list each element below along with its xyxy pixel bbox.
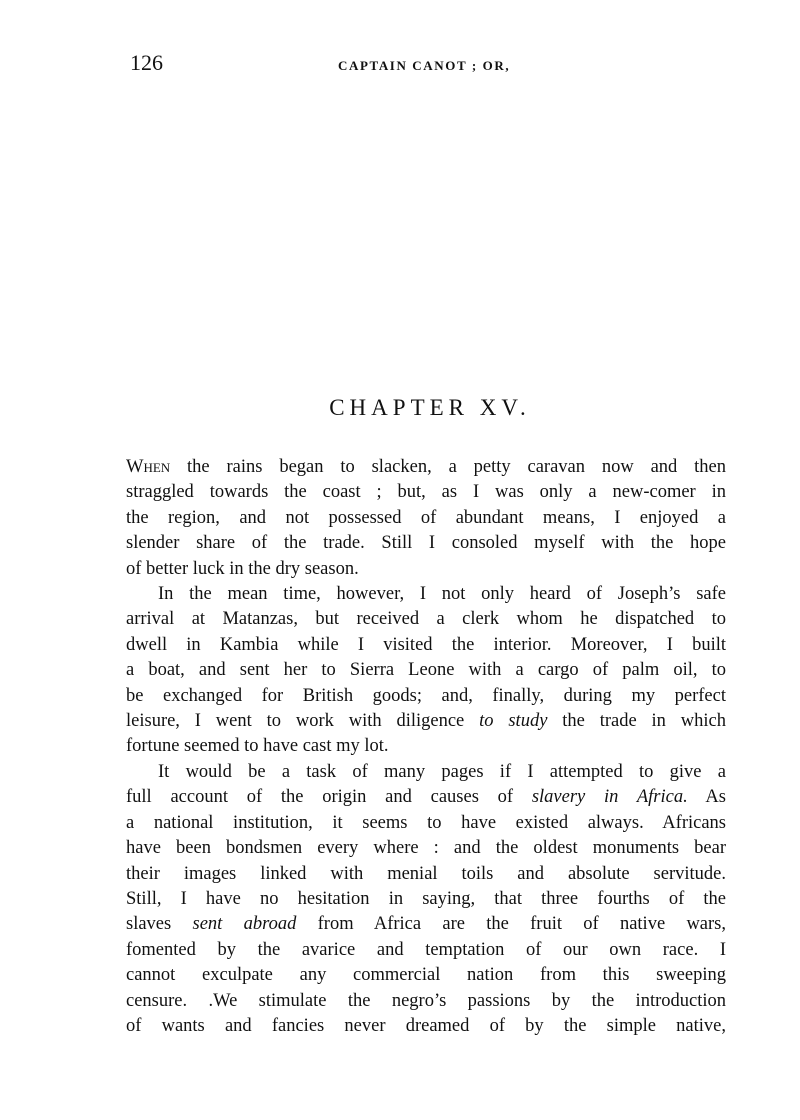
text-line [126,506,726,531]
text-segment: fomented by the avarice and temptation of our own race. I [126,939,726,960]
text-segment: a national institution, it seems to have existed always. Africans [126,812,726,833]
chapter-heading: CHAPTER XV. [329,395,531,420]
text-segment: censure. .We stimulate the negro’s passions by the introduction [126,990,726,1011]
running-title: CAPTAIN CANOT ; OR, [338,58,511,73]
text-line [126,912,726,937]
text-line [126,582,726,607]
text-segment: cannot exculpate any commercial nation from this sweeping [126,965,726,986]
text-line [126,836,726,861]
text-line [126,1014,726,1039]
text-segment: It would be a task of many pages if I attempted to give a [158,761,726,782]
text-segment: Still, I have no hesitation in saying, that three fourths of the [126,888,726,909]
text-segment: of wants and fancies never dreamed of by the simple native, [126,1015,726,1036]
text-line [126,760,726,785]
text-line [126,455,726,480]
text-line [126,531,726,556]
text-line [126,734,726,759]
text-line [126,811,726,836]
text-segment: slender share of the trade. Still I consoled myself with the hope [126,533,726,554]
text-segment: the region, and not possessed of abundant means, I enjoyed a [126,507,726,528]
text-line [126,607,726,632]
text-segment: have been bondsmen every where : and the oldest monuments bear [126,838,726,859]
italic-text: slavery in Africa. [531,787,688,808]
text-segment: straggled towards the coast ; but, as I was only a new-comer in [126,482,726,503]
text-segment: the trade in which [547,711,726,732]
italic-text: sent abroad [192,914,297,935]
text-line [126,963,726,988]
paragraph [126,760,726,1039]
text-line [126,633,726,658]
text-segment: from Africa are the fruit of native wars, [296,914,726,935]
paragraph [126,455,726,582]
text-line [126,862,726,887]
text-line [126,887,726,912]
text-segment: fortune seemed to have cast my lot. [126,736,389,757]
text-line [126,709,726,734]
text-segment: leisure, I went to work with diligence [126,711,480,732]
paragraph [126,582,726,760]
text-segment: be exchanged for British goods; and, finally, during my perfect [126,685,726,706]
text-line [126,480,726,505]
text-line [126,785,726,810]
text-line [126,557,726,582]
body-text [126,455,726,1039]
text-segment: slaves [126,914,193,935]
italic-text: to study [479,711,548,732]
text-segment: of better luck in the dry season. [126,558,359,579]
text-segment: arrival at Matanzas, but received a clerk whom he dispatched to [126,609,726,630]
text-line [126,684,726,709]
text-segment: full account of the origin and causes of [126,787,532,808]
text-line [126,938,726,963]
text-line [126,989,726,1014]
text-segment: In the mean time, however, I not only heard of Joseph’s safe [158,584,726,605]
text-segment: a boat, and sent her to Sierra Leone with a cargo of palm oil, to [126,660,726,681]
smallcaps-text: When [126,457,171,477]
text-line [126,658,726,683]
text-segment: As [687,787,726,808]
running-head [130,50,730,80]
text-segment: their images linked with menial toils and absolute servitude. [126,863,726,884]
text-segment: the rains began to slacken, a petty caravan now and then [170,457,726,477]
page-number: 126 [130,50,163,75]
text-segment: dwell in Kambia while I visited the interior. Moreover, I built [126,634,726,655]
